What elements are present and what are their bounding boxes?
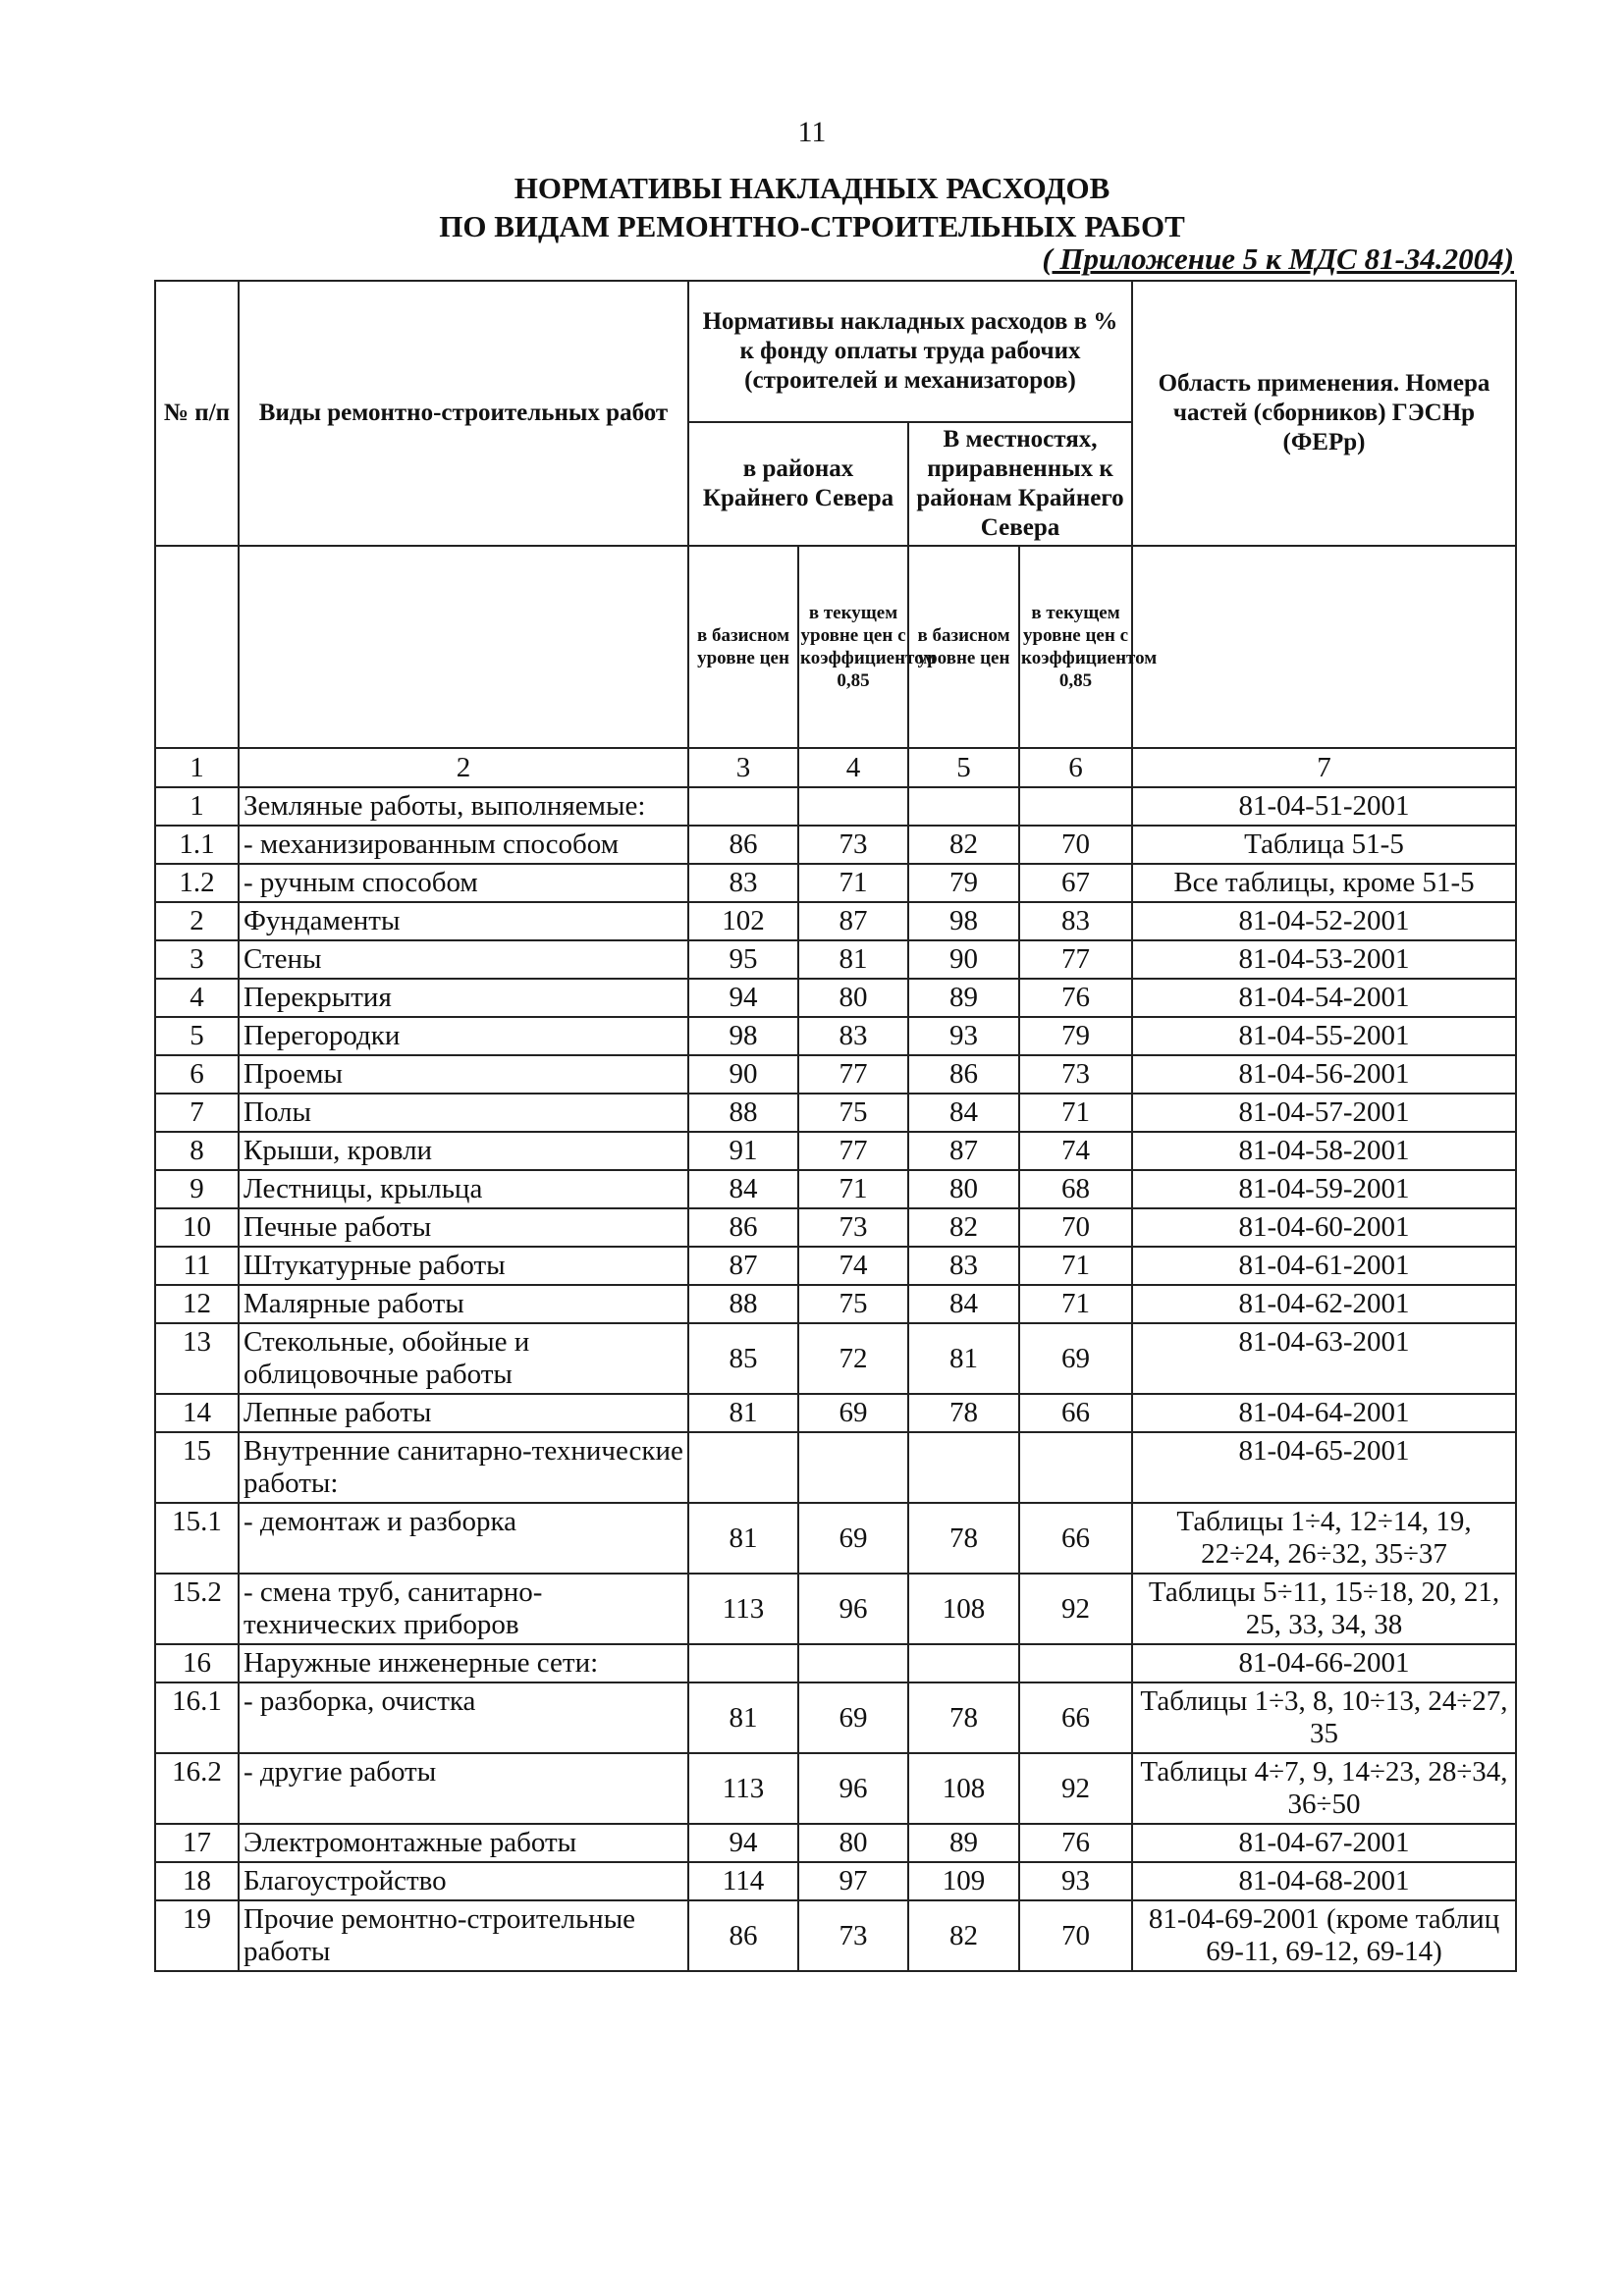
application-area: Таблица 51-5 [1132, 826, 1516, 864]
application-area: 81-04-57-2001 [1132, 1094, 1516, 1132]
value-far-north-base: 102 [688, 902, 798, 940]
application-area: 81-04-60-2001 [1132, 1208, 1516, 1247]
header-area: Область применения. Номера частей (сборников) ГЭСНр (ФЕРр) [1132, 281, 1516, 546]
column-number: 1 [155, 748, 239, 787]
work-kind: Фундаменты [239, 902, 688, 940]
work-kind: Стекольные, обойные и облицовочные работы [239, 1323, 688, 1394]
value-far-north-base: 94 [688, 979, 798, 1017]
value-far-north-base: 81 [688, 1682, 798, 1753]
value-far-north-current: 71 [798, 864, 908, 902]
value-far-north-current: 71 [798, 1170, 908, 1208]
value-far-north-base: 81 [688, 1394, 798, 1432]
value-far-north-current: 69 [798, 1682, 908, 1753]
overhead-norms-table [154, 280, 1517, 1972]
table-row [155, 1432, 1516, 1503]
column-number: 4 [798, 748, 908, 787]
value-equated-base: 82 [908, 1208, 1019, 1247]
work-kind: - другие работы [239, 1753, 688, 1824]
application-area: 81-04-52-2001 [1132, 902, 1516, 940]
value-equated-current: 71 [1019, 1247, 1132, 1285]
appendix-reference: ( Приложение 5 к МДС 81-34.2004) [1042, 241, 1514, 276]
value-equated-current: 71 [1019, 1285, 1132, 1323]
header-norms: Нормативы накладных расходов в % к фонду оплаты труда рабочих (строителей и механизаторов) [688, 281, 1132, 422]
work-kind: Печные работы [239, 1208, 688, 1247]
value-far-north-current [798, 1432, 908, 1503]
value-far-north-base: 95 [688, 940, 798, 979]
value-far-north-base: 94 [688, 1824, 798, 1862]
header-empty-area [1132, 546, 1516, 748]
value-equated-current: 67 [1019, 864, 1132, 902]
value-far-north-base: 88 [688, 1094, 798, 1132]
header-far-north: в районах Крайнего Севера [688, 422, 908, 546]
column-number: 5 [908, 748, 1019, 787]
application-area: 81-04-66-2001 [1132, 1644, 1516, 1682]
value-far-north-current: 74 [798, 1247, 908, 1285]
value-equated-current: 77 [1019, 940, 1132, 979]
value-equated-current [1019, 1644, 1132, 1682]
header-empty-kind [239, 546, 688, 748]
header-empty-num [155, 546, 239, 748]
table-row [155, 1394, 1516, 1432]
header-equated: В местностях, приравненных к районам Крайнего Севера [908, 422, 1132, 546]
table-row [155, 1094, 1516, 1132]
application-area: 81-04-62-2001 [1132, 1285, 1516, 1323]
work-kind: Полы [239, 1094, 688, 1132]
row-number: 14 [155, 1394, 239, 1432]
row-number: 1.1 [155, 826, 239, 864]
row-number: 15 [155, 1432, 239, 1503]
row-number: 15.2 [155, 1574, 239, 1644]
table-row [155, 787, 1516, 826]
page-title [0, 169, 1624, 245]
application-area: 81-04-56-2001 [1132, 1055, 1516, 1094]
value-far-north-base: 113 [688, 1753, 798, 1824]
work-kind: - смена труб, санитарно-технических приборов [239, 1574, 688, 1644]
header-base-1: в базисном уровне цен [688, 546, 798, 748]
value-equated-base: 80 [908, 1170, 1019, 1208]
work-kind: Лестницы, крыльца [239, 1170, 688, 1208]
value-equated-base: 90 [908, 940, 1019, 979]
application-area: 81-04-59-2001 [1132, 1170, 1516, 1208]
value-far-north-current [798, 787, 908, 826]
value-equated-base: 86 [908, 1055, 1019, 1094]
value-equated-base: 108 [908, 1574, 1019, 1644]
value-equated-base: 84 [908, 1094, 1019, 1132]
table-row [155, 864, 1516, 902]
value-far-north-base: 90 [688, 1055, 798, 1094]
value-equated-base: 82 [908, 826, 1019, 864]
value-far-north-base [688, 1432, 798, 1503]
value-equated-base: 79 [908, 864, 1019, 902]
row-number: 5 [155, 1017, 239, 1055]
value-equated-current: 74 [1019, 1132, 1132, 1170]
row-number: 16.2 [155, 1753, 239, 1824]
row-number: 4 [155, 979, 239, 1017]
value-far-north-base: 113 [688, 1574, 798, 1644]
table-row [155, 1503, 1516, 1574]
value-far-north-current: 72 [798, 1323, 908, 1394]
value-far-north-base: 86 [688, 826, 798, 864]
column-number-row [155, 748, 1516, 787]
value-far-north-current: 73 [798, 1900, 908, 1971]
value-equated-base: 89 [908, 1824, 1019, 1862]
value-far-north-current [798, 1644, 908, 1682]
column-number: 7 [1132, 748, 1516, 787]
value-equated-base: 78 [908, 1394, 1019, 1432]
value-equated-current: 70 [1019, 1900, 1132, 1971]
row-number: 12 [155, 1285, 239, 1323]
application-area: Таблицы 1÷3, 8, 10÷13, 24÷27, 35 [1132, 1682, 1516, 1753]
value-equated-base [908, 1644, 1019, 1682]
row-number: 9 [155, 1170, 239, 1208]
application-area: 81-04-63-2001 [1132, 1323, 1516, 1394]
work-kind: - разборка, очистка [239, 1682, 688, 1753]
table-row [155, 1208, 1516, 1247]
row-number: 15.1 [155, 1503, 239, 1574]
value-equated-current: 79 [1019, 1017, 1132, 1055]
work-kind: Лепные работы [239, 1394, 688, 1432]
table-row [155, 1017, 1516, 1055]
value-equated-current: 66 [1019, 1503, 1132, 1574]
table-row [155, 1285, 1516, 1323]
value-equated-current: 66 [1019, 1682, 1132, 1753]
value-far-north-current: 75 [798, 1285, 908, 1323]
table-row [155, 1824, 1516, 1862]
value-equated-base: 109 [908, 1862, 1019, 1900]
value-far-north-base [688, 787, 798, 826]
table-body [155, 787, 1516, 1971]
application-area: 81-04-68-2001 [1132, 1862, 1516, 1900]
column-number: 3 [688, 748, 798, 787]
value-equated-base [908, 1432, 1019, 1503]
value-far-north-current: 83 [798, 1017, 908, 1055]
row-number: 7 [155, 1094, 239, 1132]
application-area: 81-04-61-2001 [1132, 1247, 1516, 1285]
row-number: 6 [155, 1055, 239, 1094]
work-kind: Наружные инженерные сети: [239, 1644, 688, 1682]
application-area: 81-04-64-2001 [1132, 1394, 1516, 1432]
application-area: 81-04-51-2001 [1132, 787, 1516, 826]
value-equated-base: 89 [908, 979, 1019, 1017]
column-number: 6 [1019, 748, 1132, 787]
table-row [155, 1247, 1516, 1285]
value-equated-current: 92 [1019, 1753, 1132, 1824]
value-equated-base: 83 [908, 1247, 1019, 1285]
column-number: 2 [239, 748, 688, 787]
value-equated-current: 70 [1019, 1208, 1132, 1247]
value-far-north-current: 73 [798, 826, 908, 864]
table-row [155, 1132, 1516, 1170]
application-area: 81-04-69-2001 (кроме таблиц 69-11, 69-12, 69-14) [1132, 1900, 1516, 1971]
value-equated-current [1019, 1432, 1132, 1503]
value-equated-base: 108 [908, 1753, 1019, 1824]
value-equated-current: 66 [1019, 1394, 1132, 1432]
table-row [155, 1682, 1516, 1753]
application-area: 81-04-58-2001 [1132, 1132, 1516, 1170]
table-row [155, 1900, 1516, 1971]
application-area: Таблицы 5÷11, 15÷18, 20, 21, 25, 33, 34, 38 [1132, 1574, 1516, 1644]
row-number: 13 [155, 1323, 239, 1394]
row-number: 1 [155, 787, 239, 826]
value-equated-base: 78 [908, 1682, 1019, 1753]
table-row [155, 1170, 1516, 1208]
table-row [155, 940, 1516, 979]
work-kind: Малярные работы [239, 1285, 688, 1323]
table-row [155, 1862, 1516, 1900]
value-far-north-base: 86 [688, 1208, 798, 1247]
row-number: 3 [155, 940, 239, 979]
work-kind: - механизированным способом [239, 826, 688, 864]
work-kind: Благоустройство [239, 1862, 688, 1900]
value-equated-base: 93 [908, 1017, 1019, 1055]
work-kind: Прочие ремонтно-строительные работы [239, 1900, 688, 1971]
value-equated-current: 76 [1019, 1824, 1132, 1862]
value-far-north-current: 96 [798, 1574, 908, 1644]
value-far-north-current: 80 [798, 1824, 908, 1862]
header-kind: Виды ремонтно-строительных работ [239, 281, 688, 546]
value-equated-current: 68 [1019, 1170, 1132, 1208]
table-row [155, 902, 1516, 940]
value-far-north-base: 81 [688, 1503, 798, 1574]
work-kind: Перекрытия [239, 979, 688, 1017]
header-num: № п/п [155, 281, 239, 546]
value-far-north-base: 91 [688, 1132, 798, 1170]
work-kind: Проемы [239, 1055, 688, 1094]
work-kind: - демонтаж и разборка [239, 1503, 688, 1574]
table-row [155, 979, 1516, 1017]
row-number: 8 [155, 1132, 239, 1170]
value-equated-base: 84 [908, 1285, 1019, 1323]
value-equated-base: 78 [908, 1503, 1019, 1574]
value-equated-current: 83 [1019, 902, 1132, 940]
value-far-north-base: 84 [688, 1170, 798, 1208]
value-far-north-base: 83 [688, 864, 798, 902]
application-area: 81-04-65-2001 [1132, 1432, 1516, 1503]
table-row [155, 1323, 1516, 1394]
work-kind: Крыши, кровли [239, 1132, 688, 1170]
table-row [155, 1055, 1516, 1094]
value-far-north-base [688, 1644, 798, 1682]
application-area: 81-04-53-2001 [1132, 940, 1516, 979]
value-far-north-current: 75 [798, 1094, 908, 1132]
table-row [155, 826, 1516, 864]
application-area: Таблицы 1÷4, 12÷14, 19, 22÷24, 26÷32, 35÷37 [1132, 1503, 1516, 1574]
value-far-north-current: 97 [798, 1862, 908, 1900]
value-equated-base: 81 [908, 1323, 1019, 1394]
work-kind: - ручным способом [239, 864, 688, 902]
application-area: 81-04-55-2001 [1132, 1017, 1516, 1055]
value-far-north-base: 114 [688, 1862, 798, 1900]
value-equated-base: 87 [908, 1132, 1019, 1170]
value-equated-current: 76 [1019, 979, 1132, 1017]
value-far-north-current: 77 [798, 1132, 908, 1170]
row-number: 19 [155, 1900, 239, 1971]
value-far-north-current: 81 [798, 940, 908, 979]
row-number: 1.2 [155, 864, 239, 902]
header-current-2: в текущем уровне цен с коэффициентом 0,85 [1019, 546, 1132, 748]
value-far-north-base: 98 [688, 1017, 798, 1055]
title-line-1: НОРМАТИВЫ НАКЛАДНЫХ РАСХОДОВ [514, 171, 1110, 205]
work-kind: Штукатурные работы [239, 1247, 688, 1285]
table-row [155, 1644, 1516, 1682]
value-equated-current: 71 [1019, 1094, 1132, 1132]
value-equated-base: 98 [908, 902, 1019, 940]
value-equated-base [908, 787, 1019, 826]
value-far-north-current: 80 [798, 979, 908, 1017]
value-far-north-current: 69 [798, 1503, 908, 1574]
table-row [155, 1574, 1516, 1644]
value-far-north-base: 87 [688, 1247, 798, 1285]
header-current-1: в текущем уровне цен с коэффициентом 0,85 [798, 546, 908, 748]
page-number: 11 [797, 116, 827, 148]
table-row [155, 1753, 1516, 1824]
value-equated-current: 69 [1019, 1323, 1132, 1394]
value-far-north-current: 87 [798, 902, 908, 940]
header-base-2: в базисном уровне цен [908, 546, 1019, 748]
row-number: 10 [155, 1208, 239, 1247]
value-equated-current: 92 [1019, 1574, 1132, 1644]
row-number: 18 [155, 1862, 239, 1900]
value-equated-current: 70 [1019, 826, 1132, 864]
value-equated-current [1019, 787, 1132, 826]
application-area: 81-04-67-2001 [1132, 1824, 1516, 1862]
value-far-north-current: 73 [798, 1208, 908, 1247]
row-number: 17 [155, 1824, 239, 1862]
row-number: 16 [155, 1644, 239, 1682]
value-far-north-base: 86 [688, 1900, 798, 1971]
work-kind: Внутренние санитарно-технические работы: [239, 1432, 688, 1503]
value-far-north-current: 96 [798, 1753, 908, 1824]
row-number: 11 [155, 1247, 239, 1285]
application-area: Все таблицы, кроме 51-5 [1132, 864, 1516, 902]
value-far-north-current: 77 [798, 1055, 908, 1094]
application-area: Таблицы 4÷7, 9, 14÷23, 28÷34, 36÷50 [1132, 1753, 1516, 1824]
application-area: 81-04-54-2001 [1132, 979, 1516, 1017]
work-kind: Перегородки [239, 1017, 688, 1055]
title-line-2: ПО ВИДАМ РЕМОНТНО-СТРОИТЕЛЬНЫХ РАБОТ [439, 209, 1185, 243]
work-kind: Электромонтажные работы [239, 1824, 688, 1862]
work-kind: Земляные работы, выполняемые: [239, 787, 688, 826]
value-far-north-base: 85 [688, 1323, 798, 1394]
work-kind: Стены [239, 940, 688, 979]
value-equated-current: 93 [1019, 1862, 1132, 1900]
value-equated-base: 82 [908, 1900, 1019, 1971]
value-far-north-current: 69 [798, 1394, 908, 1432]
value-equated-current: 73 [1019, 1055, 1132, 1094]
row-number: 2 [155, 902, 239, 940]
value-far-north-base: 88 [688, 1285, 798, 1323]
row-number: 16.1 [155, 1682, 239, 1753]
